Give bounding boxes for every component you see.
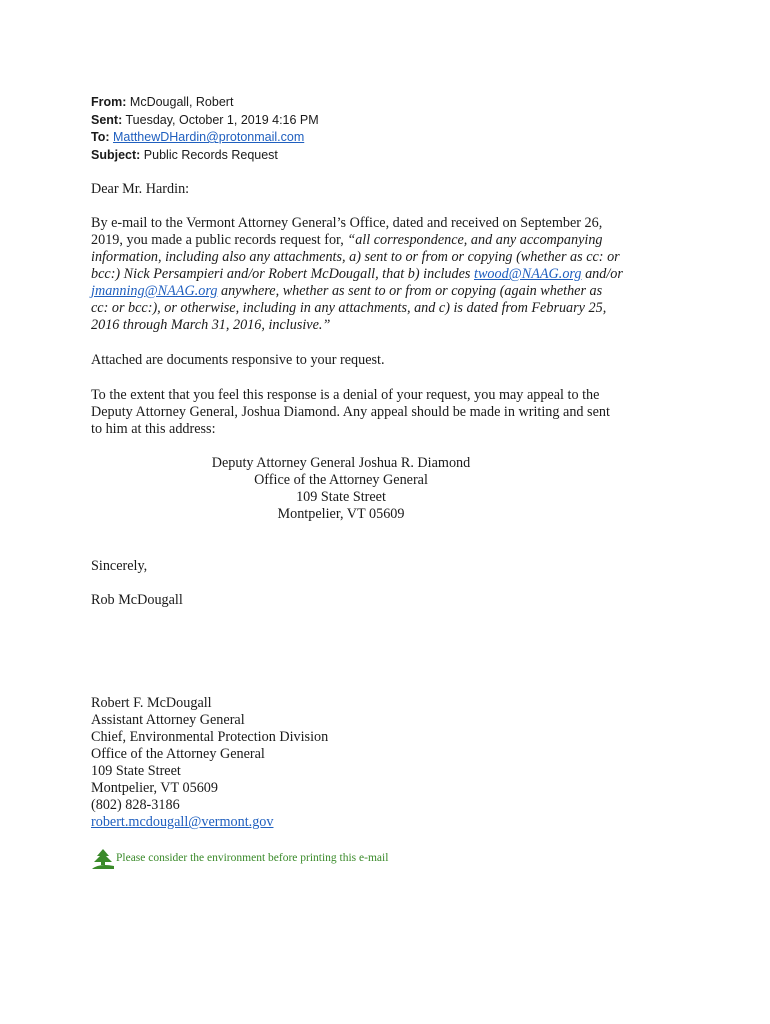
request-quote-1: “all correspondence, and any accompanying bbox=[347, 232, 603, 248]
email-header bbox=[91, 94, 319, 164]
request-quote-6: 2016 through March 31, 2016, inclusive.” bbox=[91, 317, 331, 333]
signature-office: Office of the Attorney General bbox=[91, 746, 265, 762]
signature-block bbox=[91, 695, 691, 831]
request-quote-3: bcc:) Nick Persampieri and/or Robert McDougall, that b) includes bbox=[91, 266, 474, 282]
to-row bbox=[91, 129, 319, 147]
closing: Sincerely, bbox=[91, 558, 148, 574]
signature-name: Robert F. McDougall bbox=[91, 695, 212, 711]
signature-city: Montpelier, VT 05609 bbox=[91, 780, 218, 796]
signature-phone: (802) 828-3186 bbox=[91, 797, 180, 813]
subject-value: Public Records Request bbox=[143, 147, 278, 162]
attached-paragraph: Attached are documents responsive to your request. bbox=[91, 352, 385, 368]
from-value: McDougall, Robert bbox=[129, 95, 234, 109]
from-row bbox=[91, 94, 319, 112]
signature-email-link[interactable]: robert.mcdougall@vermont.gov bbox=[91, 814, 274, 830]
request-quote-5: cc: or bcc:), or otherwise, including in any attachments, and c) is dated from February 25, bbox=[91, 300, 607, 316]
address-line-1: Deputy Attorney General Joshua R. Diamond bbox=[211, 455, 471, 471]
appeal-line-1: To the extent that you feel this response is a denial of your request, you may appeal to the bbox=[91, 387, 600, 403]
to-label: To: bbox=[91, 130, 110, 144]
appeal-line-2: Deputy Attorney General, Joshua Diamond. Any appeal should be made in writing and sent bbox=[91, 404, 610, 420]
request-quote-3b: and/or bbox=[581, 266, 623, 282]
jmanning-email-link[interactable]: jmanning@NAAG.org bbox=[91, 283, 218, 299]
address-line-2: Office of the Attorney General bbox=[254, 472, 428, 488]
subject-row bbox=[91, 147, 319, 165]
address-line-4: Montpelier, VT 05609 bbox=[277, 506, 405, 522]
subject-label: Subject: bbox=[91, 147, 141, 162]
signature-street: 109 State Street bbox=[91, 763, 181, 779]
appeal-address bbox=[91, 455, 591, 523]
sent-value: Tuesday, October 1, 2019 4:16 PM bbox=[125, 112, 319, 127]
address-line-3: 109 State Street bbox=[296, 489, 386, 505]
request-line-2 bbox=[91, 232, 691, 249]
eco-note: Please consider the environment before printing this e-mail bbox=[116, 852, 389, 864]
signature-title: Assistant Attorney General bbox=[91, 712, 245, 728]
sent-row bbox=[91, 112, 319, 130]
appeal-line-3: to him at this address: bbox=[91, 421, 216, 437]
request-quote-4: anywhere, whether as sent to or from or copying (again whether as bbox=[217, 283, 603, 299]
appeal-paragraph bbox=[91, 387, 691, 438]
sent-label: Sent: bbox=[91, 112, 123, 127]
tree-icon bbox=[91, 848, 115, 870]
request-paragraph bbox=[91, 215, 691, 334]
request-line-5 bbox=[91, 283, 691, 300]
twood-email-link[interactable]: twood@NAAG.org bbox=[474, 266, 582, 282]
request-line-1: By e-mail to the Vermont Attorney General’s Office, dated and received on September 26, bbox=[91, 215, 603, 231]
to-email-link[interactable]: MatthewDHardin@protonmail.com bbox=[113, 130, 305, 144]
from-label: From: bbox=[91, 95, 127, 109]
signature-division: Chief, Environmental Protection Division bbox=[91, 729, 329, 745]
greeting: Dear Mr. Hardin: bbox=[91, 181, 190, 197]
request-intro: 2019, you made a public records request for, bbox=[91, 232, 348, 248]
signoff: Rob McDougall bbox=[91, 592, 183, 608]
request-quote-2: information, including also any attachments, a) sent to or from or copying (whether as cc: or bbox=[91, 249, 620, 265]
request-line-4 bbox=[91, 266, 691, 283]
